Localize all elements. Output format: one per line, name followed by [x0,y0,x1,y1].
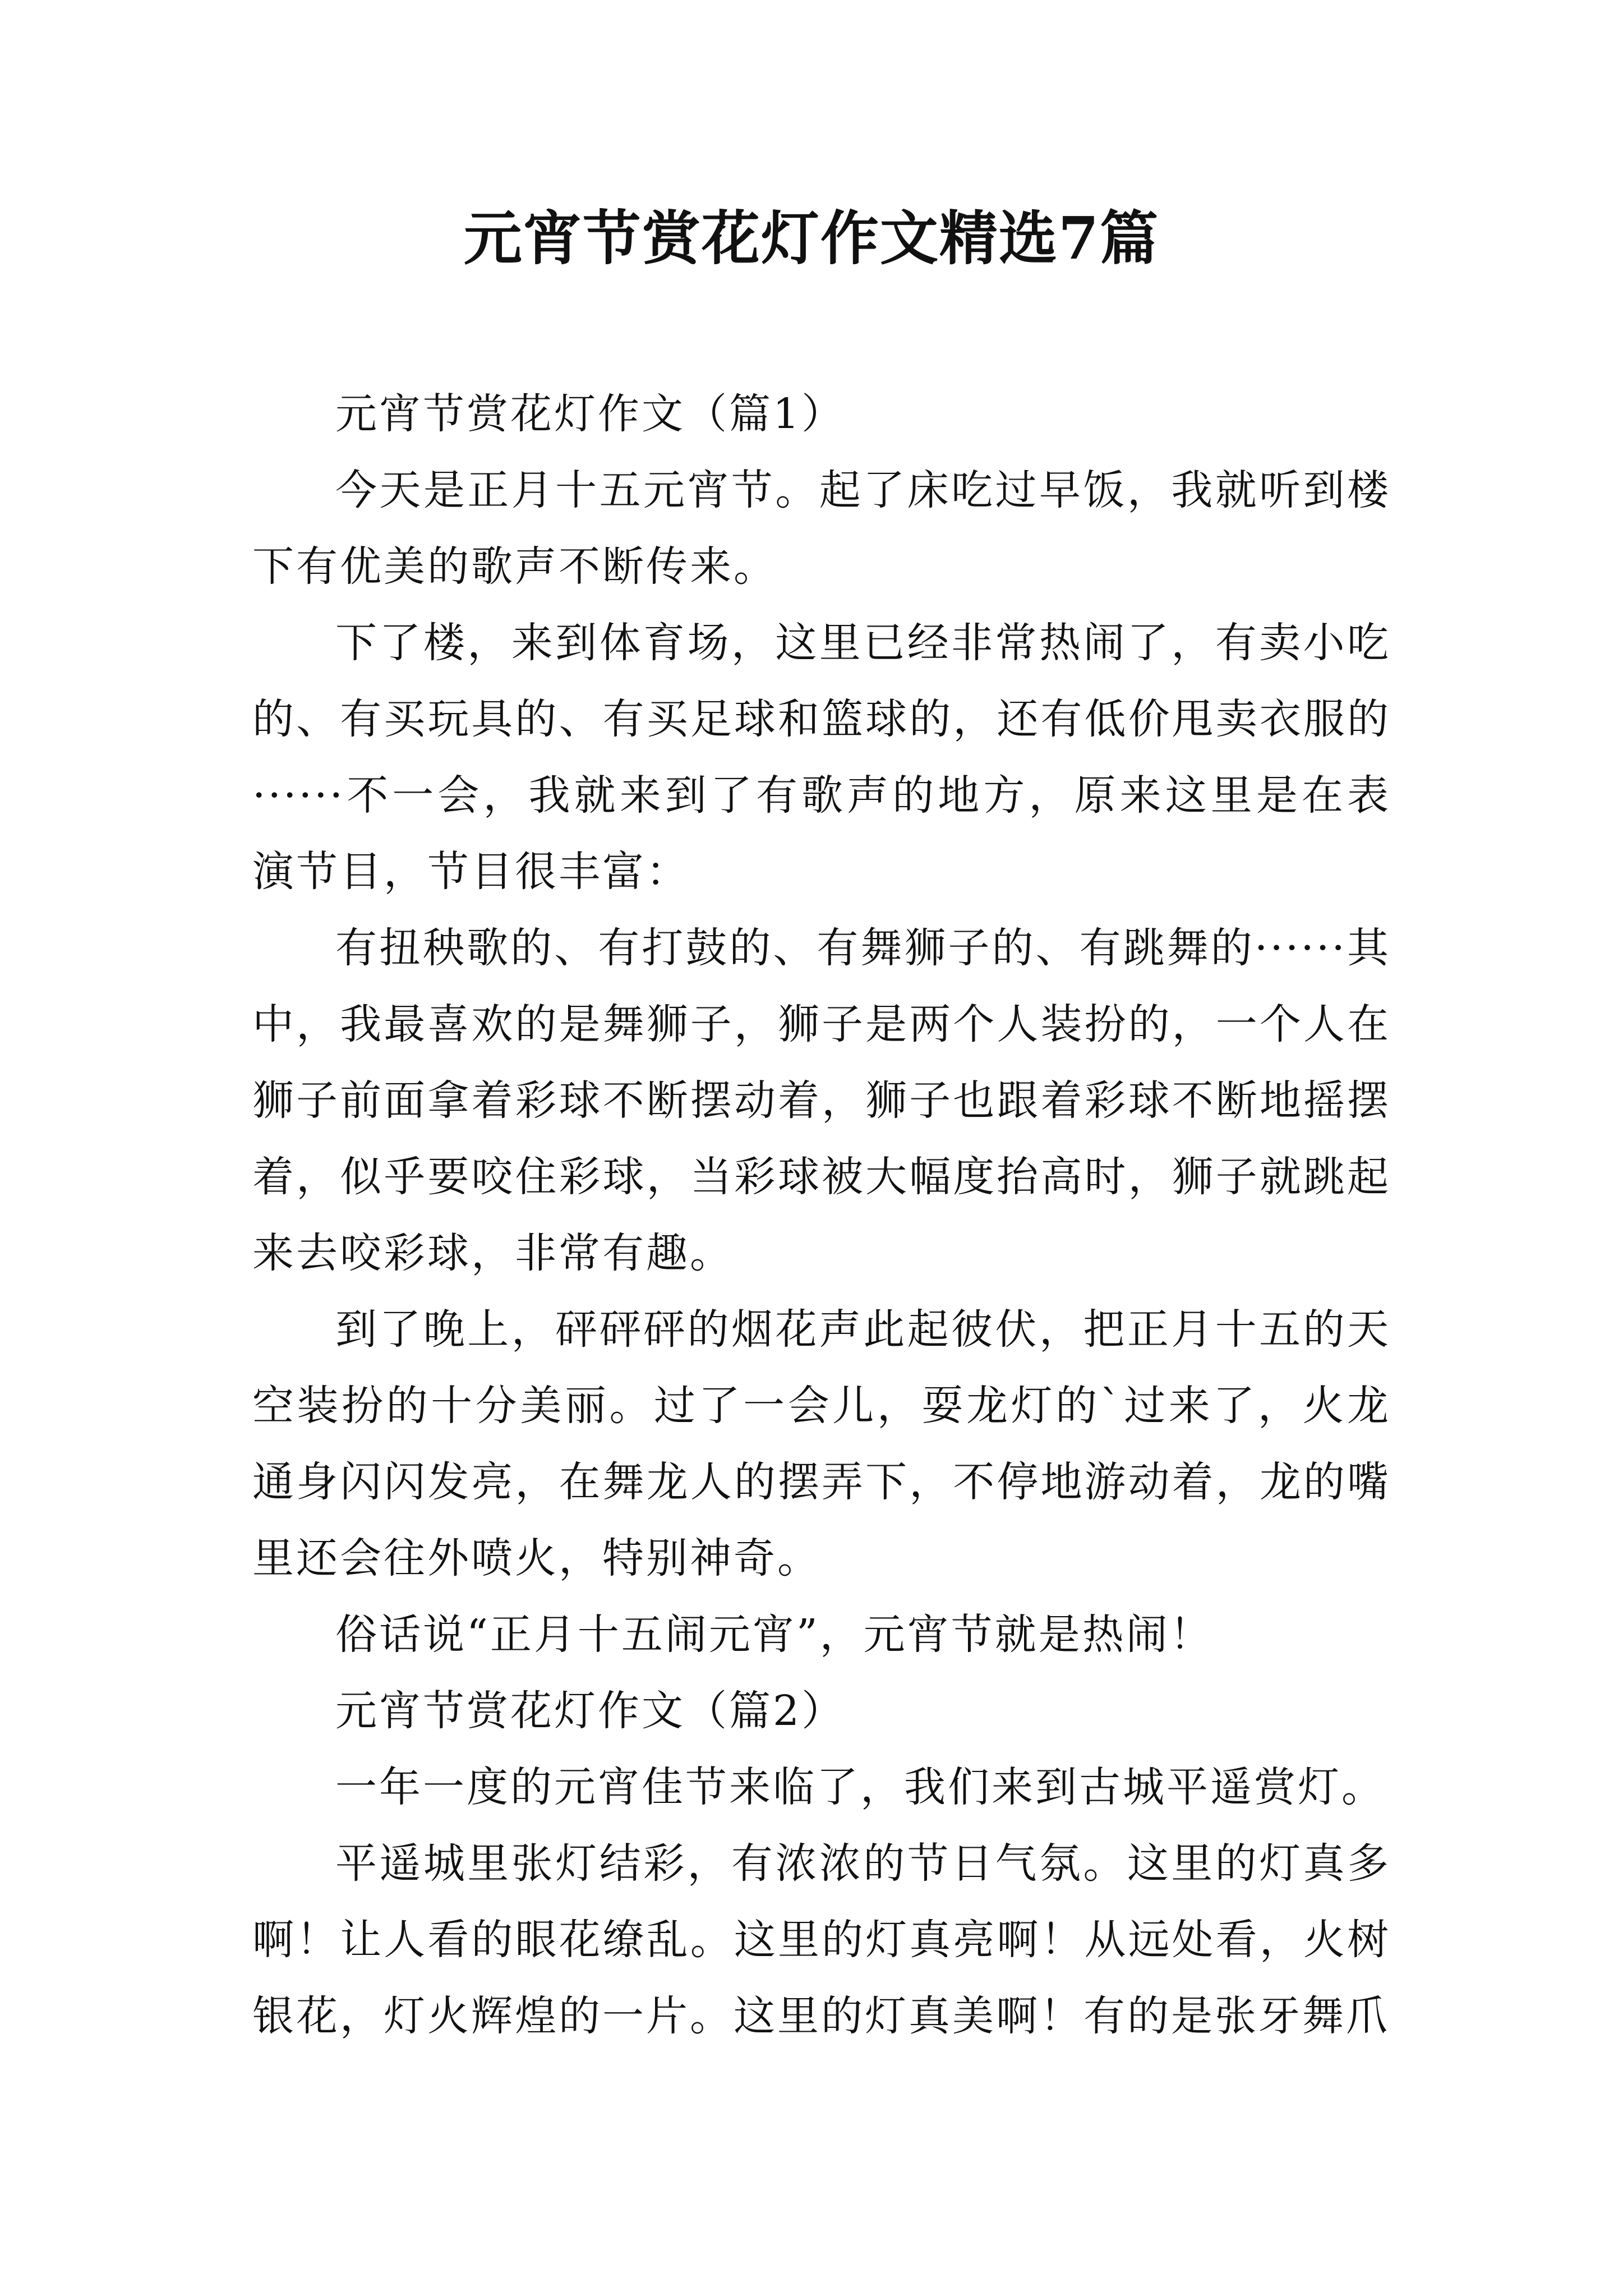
document-title: 元宵节赏花灯作文精选7篇 [463,204,1160,273]
paragraph: 有扭秧歌的、有打鼓的、有舞狮子的、有跳舞的······其中，我最喜欢的是舞狮子，狮子是两个人装扮的，一个人在狮子前面拿着彩球不断摆动着，狮子也跟着彩球不断地摇摆着，似乎要咬住彩球，当彩球被大幅度抬高时，狮子就跳起来去咬彩球，非常有趣。 [252,924,1391,1277]
paragraph: 今天是正月十五元宵节。起了床吃过早饭，我就听到楼下有优美的歌声不断传来。 [252,466,1391,591]
paragraph: 一年一度的元宵佳节来临了，我们来到古城平遥赏灯。 [335,1763,1385,1811]
document-body [252,376,1391,2054]
section-heading: 元宵节赏花灯作文（篇1） [335,390,846,438]
paragraph: 到了晚上，砰砰砰的烟花声此起彼伏，把正月十五的天空装扮的十分美丽。过了一会儿，耍龙灯的`过来了，火龙通身闪闪发亮，在舞龙人的摆弄下，不停地游动着，龙的嘴里还会往外喷火，特别神奇。 [252,1305,1391,1582]
paragraph: 平遥城里张灯结彩，有浓浓的节日气氛。这里的灯真多啊！让人看的眼花缭乱。这里的灯真亮啊！从远处看，火树银花，灯火辉煌的一片。这里的灯真美啊！有的是张牙舞爪 [252,1839,1391,2040]
paragraph: 俗话说“正月十五闹元宵”，元宵节就是热闹！ [335,1611,1214,1659]
section-heading: 元宵节赏花灯作文（篇2） [335,1687,846,1735]
paragraph: 下了楼，来到体育场，这里已经非常热闹了，有卖小吃的、有买玩具的、有买足球和篮球的，还有低价甩卖衣服的······不一会，我就来到了有歌声的地方，原来这里是在表演节目，节目很丰富： [252,619,1391,896]
